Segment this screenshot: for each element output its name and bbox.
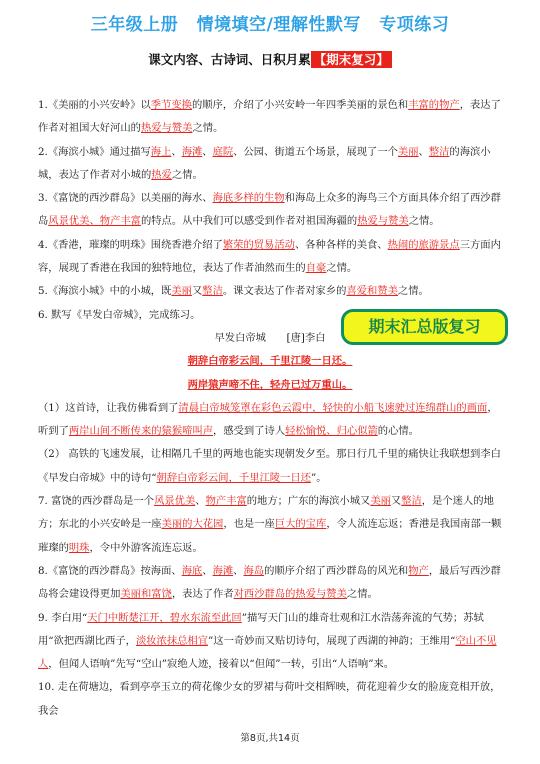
prompt-text: （2） 高铁的飞速发展，让相隔几千里的两地也能实现朝发夕至。那日行几千里的痛快让我联想到李白《早发白帝城》中的诗句“	[38, 448, 501, 484]
answer-text: 美丽	[370, 495, 391, 508]
prompt-text: 、	[202, 564, 213, 577]
prompt-text: 之情。	[397, 285, 429, 298]
answer-text: 朝辞白帝彩云间，千里江陵一日还	[156, 471, 311, 484]
item-3	[38, 187, 502, 234]
subtitle-text: 课文内容、古诗词、日积月累	[148, 52, 311, 67]
answer-text: 物产丰富	[205, 495, 247, 508]
prompt-text: 8.《富饶的西沙群岛》按海面、	[38, 564, 182, 577]
answer-text: 喜爱和赞美	[346, 285, 398, 298]
answer-text: 海岛	[243, 564, 265, 577]
prompt-text: ”这一奇妙而又贴切诗句，展现了西湖的神韵；王维用“	[208, 634, 456, 647]
prompt-text: ，最后写西沙群岛将会建设得更加	[38, 564, 501, 601]
page-title	[0, 10, 540, 35]
answer-text: 美丽	[171, 285, 192, 298]
item-1	[38, 94, 502, 141]
title-part-grade: 三年级上册	[90, 15, 179, 35]
title-part-practice: 专项练习	[379, 15, 450, 35]
prompt-text: 的海滨小城，表达了作者对小城的	[38, 145, 491, 181]
item-9	[38, 607, 502, 677]
answer-text: 明珠	[68, 541, 90, 554]
prompt-text: 之情。	[192, 122, 224, 135]
prompt-text: 又	[390, 495, 402, 508]
prompt-text: 、	[202, 145, 213, 158]
answer-text: 天门中断楚江开，碧水东流至此回	[87, 611, 242, 624]
item-7	[38, 490, 502, 560]
item-6: 6. 默写《早发白帝城》，完成练习。	[38, 308, 201, 321]
prompt-text: ，表达了作者对祖国大好河山的	[38, 99, 501, 135]
prompt-text: 、公园、街道五个场景，展现了一个	[233, 145, 398, 158]
prompt-text: 又	[191, 285, 203, 298]
item-4	[38, 234, 502, 281]
answer-text: 海滩	[212, 564, 234, 577]
answer-text: 自豪	[305, 262, 327, 275]
answer-text: 热爱与赞美	[140, 122, 193, 135]
poem-line-2-text: 两岸猿声啼不住，轻舟已过万重山。	[187, 378, 353, 391]
answer-text: 风景优美	[154, 495, 196, 508]
item-10: 10. 走在荷塘边，看到亭亭玉立的荷花像少女的罗裙与荷叶交相辉映，荷花迎着少女的脸庞竞相开放，我会	[38, 681, 501, 717]
answer-text: 热爱	[151, 168, 172, 181]
answer-text: 美丽的大花园	[161, 518, 224, 531]
subtitle-tag: 【期末复习】	[311, 51, 392, 68]
answer-text: 对西沙群岛的热爱与赞美	[233, 588, 347, 601]
poem-line-1-text: 朝辞白帝彩云间，千里江陵一日还。	[187, 355, 353, 368]
answer-text: 清晨白帝城笼罩在彩色云霞中，轻快的小船飞速驶过连绵群山的画面	[178, 401, 488, 414]
prompt-text: ，表达了作者	[171, 588, 234, 601]
item-8	[38, 560, 502, 607]
answer-text: 淡妆浓抹总相宜	[135, 634, 209, 647]
prompt-text: 。课文表达了作者对家乡的	[222, 285, 347, 298]
prompt-text: ，听到了	[38, 401, 498, 438]
prompt-text: 1.《美丽的小兴安岭》以	[38, 99, 151, 111]
answer-text: 热爱与赞美	[357, 215, 409, 228]
prompt-text: ，令人流连忘返；香港是我国南部一颗璀璨的	[38, 518, 502, 554]
question-2	[38, 443, 502, 490]
prompt-text: 之情。	[171, 168, 203, 181]
prompt-text: 的地方；广东的海滨小城又	[246, 495, 371, 508]
answer-text: 热闹的旅游景点	[387, 238, 460, 251]
page-number: 第8页,共14页	[240, 733, 300, 744]
answer-text: 丰富的物产	[408, 99, 460, 111]
prompt-text: 2.《海滨小城》通过描写	[38, 145, 151, 158]
prompt-text: ，令中外游客流连忘返。	[89, 541, 203, 554]
prompt-text: 和海岛上众多的海鸟三个方面具体介绍了西沙群岛	[38, 192, 501, 228]
answer-text: 两岸山间不断传来的猿猴啼叫声	[68, 425, 214, 438]
prompt-text: 9. 李白用“	[38, 611, 88, 624]
item-5	[38, 280, 502, 303]
prompt-text: ，感受到了诗人	[213, 425, 286, 438]
prompt-text: ，但闻人语响”先写“空山”寂绝人迹，接着以“但闻”一转，引出“人语响”来。	[48, 658, 395, 671]
prompt-text: ”描写天门山的雄奇壮观和江水浩荡奔流的气势；苏轼用“欲把西湖比西子，	[38, 611, 484, 647]
prompt-text: 3.《富饶的西沙群岛》以美丽的海水、	[38, 192, 213, 205]
answer-text: 庭院	[212, 145, 234, 158]
answer-text: 巨大的宝库	[274, 518, 327, 531]
answer-text: 整洁	[428, 145, 450, 158]
answer-text: 繁荣的贸易活动	[222, 238, 295, 251]
poem-title: 早发白帝城 [唐]李白	[214, 331, 326, 344]
answer-text: 整洁	[401, 495, 422, 508]
review-stamp: 期末汇总版复习	[341, 309, 508, 345]
answer-text: 海滩	[181, 145, 203, 158]
answer-text: 海底	[181, 564, 203, 577]
prompt-text: ，也是一座	[223, 518, 275, 531]
item-2	[38, 141, 502, 188]
prompt-text: 、	[418, 145, 429, 158]
prompt-text: 、	[171, 145, 182, 158]
prompt-text: 5.《海滨小城》中的小城，既	[38, 285, 172, 298]
answer-text: 风景优美、物产丰富	[48, 215, 141, 228]
prompt-text: 之情。	[326, 262, 358, 275]
prompt-text: 4.《香港，璀璨的明珠》围绕香港介绍了	[38, 238, 223, 251]
answer-text: 海底多样的生物	[212, 192, 285, 205]
answer-text: 物产	[408, 564, 429, 577]
question-1	[38, 397, 502, 444]
worksheet-body	[38, 94, 502, 723]
answer-text: 海上	[150, 145, 172, 158]
poem-line-2	[38, 374, 502, 397]
prompt-text: 、	[233, 564, 244, 577]
page-subtitle	[0, 50, 540, 68]
answer-text: 轻松愉悦、归心似箭	[285, 425, 378, 438]
answer-text: 美丽和富饶	[120, 588, 172, 601]
prompt-text: ”。	[310, 471, 327, 484]
prompt-text: 、各种各样的美食、	[294, 238, 388, 251]
title-part-topic: 情境填空/理解性默写	[196, 15, 361, 35]
prompt-text: 的顺序介绍了西沙群岛的风光和	[264, 564, 409, 577]
prompt-text: 的特点。从中我们可以感受到作者对祖国海疆的	[140, 215, 358, 228]
prompt-text: ，是个迷人的地方；东北的小兴安岭是一座	[38, 495, 494, 531]
answer-text: 空山不见人	[38, 634, 497, 671]
prompt-text: 7. 富饶的西沙群岛是一个	[38, 495, 155, 508]
answer-text: 季节变换	[150, 99, 192, 111]
poem-line-1	[38, 350, 502, 373]
prompt-text: 之情。	[346, 588, 378, 601]
prompt-text: 的顺序，介绍了小兴安岭一年四季美丽的景色和	[191, 99, 409, 111]
prompt-text: （1）这首诗，让我仿佛看到了	[38, 401, 179, 414]
prompt-text: 的心情。	[377, 425, 419, 438]
answer-text: 整洁	[202, 285, 223, 298]
prompt-text: 、	[195, 495, 206, 508]
prompt-text: 之情。	[408, 215, 440, 228]
prompt-text: 三方面内容，展现了香港在我国的独特地位，表达了作者油然而生的	[38, 238, 501, 275]
answer-text: 美丽	[397, 145, 419, 158]
